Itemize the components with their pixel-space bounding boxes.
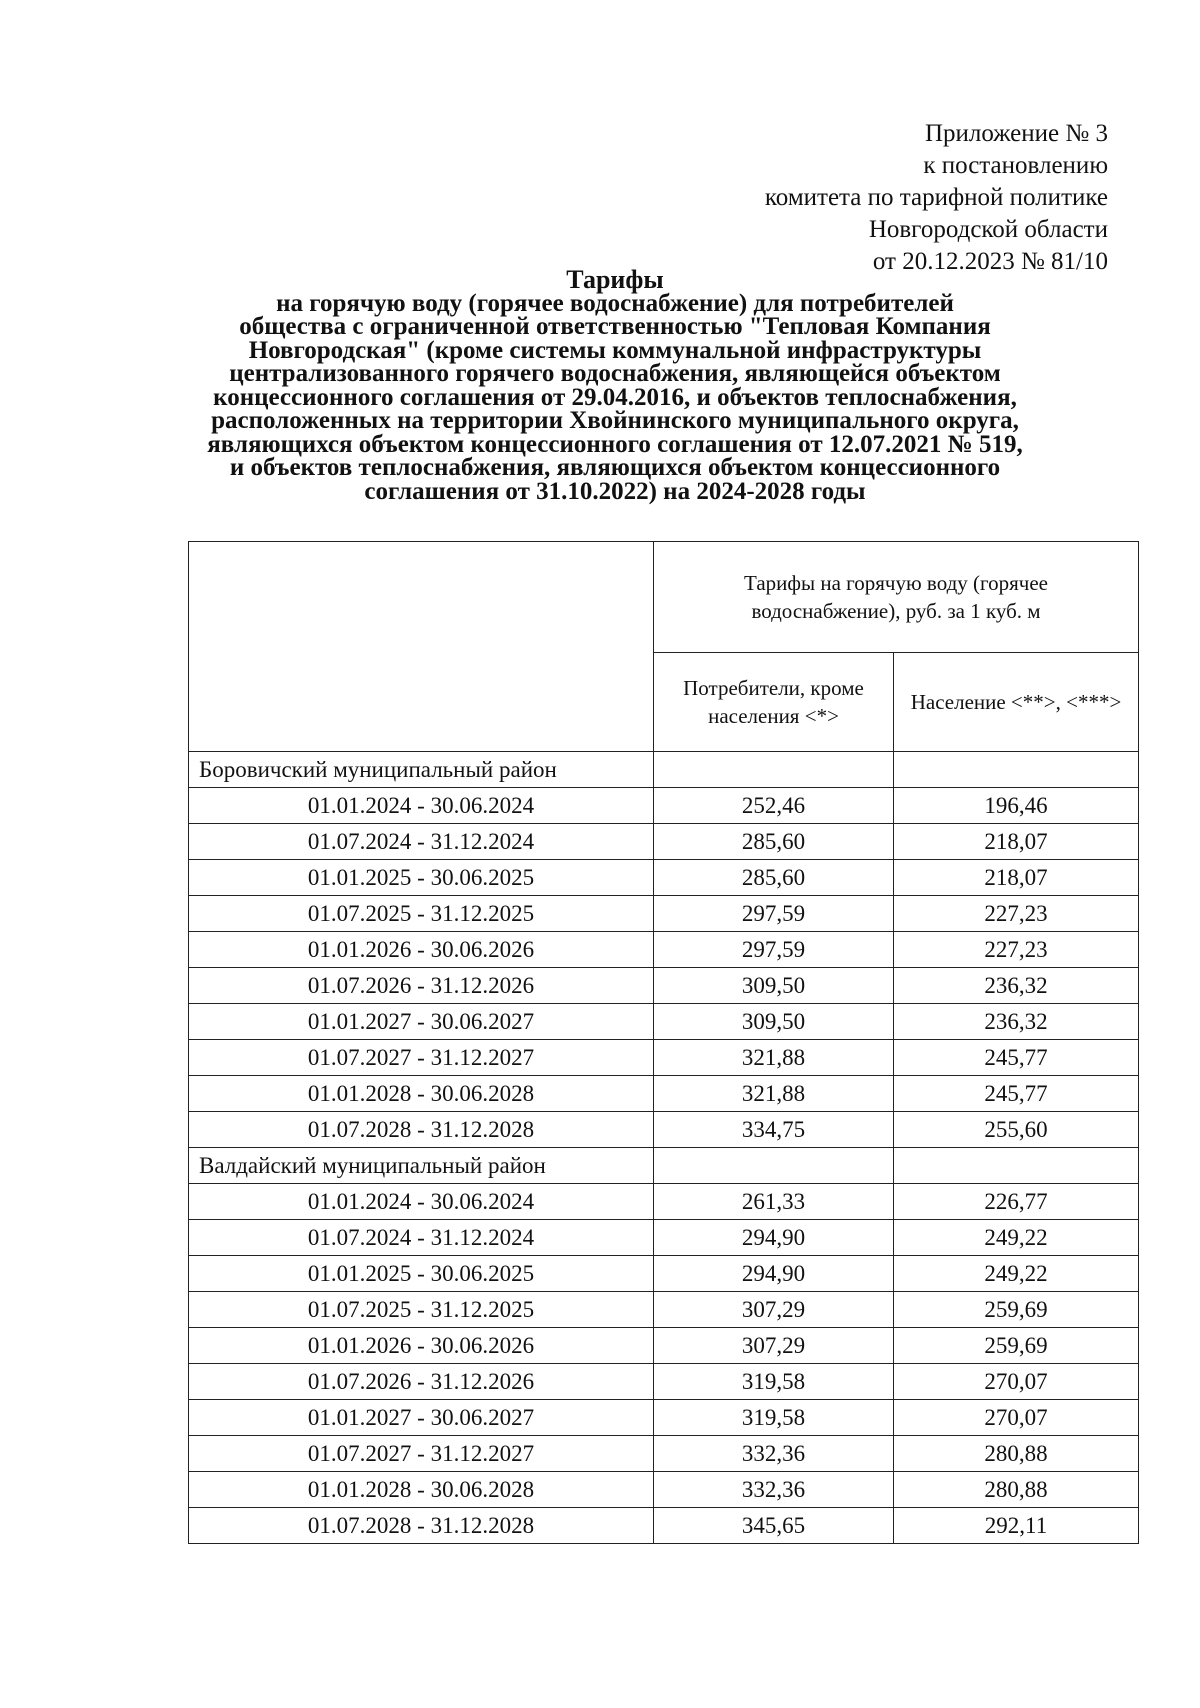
period-cell: 01.07.2026 - 31.12.2026 bbox=[189, 968, 654, 1004]
consumers-tariff-cell: 332,36 bbox=[654, 1472, 894, 1508]
region-name: Валдайский муниципальный район bbox=[189, 1148, 654, 1184]
annex-number: Приложение № 3 bbox=[924, 120, 1108, 147]
consumers-tariff-cell: 309,50 bbox=[654, 968, 894, 1004]
table-row bbox=[189, 1076, 1139, 1112]
table-row bbox=[189, 932, 1139, 968]
region-empty-cell bbox=[654, 752, 894, 788]
region-empty-cell bbox=[654, 1148, 894, 1184]
population-tariff-cell: 249,22 bbox=[894, 1256, 1139, 1292]
annex-region: Новгородской области bbox=[868, 216, 1108, 243]
title-line: Новгородская" (кроме системы коммунальной инфраструктуры bbox=[248, 336, 982, 364]
table-row bbox=[189, 1436, 1139, 1472]
annex-header bbox=[765, 118, 1108, 278]
table-row bbox=[189, 896, 1139, 932]
document-title bbox=[150, 265, 1080, 505]
period-cell: 01.07.2027 - 31.12.2027 bbox=[189, 1436, 654, 1472]
consumers-tariff-cell: 332,36 bbox=[654, 1436, 894, 1472]
consumers-tariff-cell: 261,33 bbox=[654, 1184, 894, 1220]
population-tariff-cell: 270,07 bbox=[894, 1364, 1139, 1400]
header-tariff-group: Тарифы на горячую воду (горячее водоснабжение), руб. за 1 куб. м bbox=[654, 542, 1139, 653]
consumers-tariff-cell: 294,90 bbox=[654, 1256, 894, 1292]
consumers-tariff-cell: 345,65 bbox=[654, 1508, 894, 1544]
population-tariff-cell: 280,88 bbox=[894, 1436, 1139, 1472]
consumers-tariff-cell: 285,60 bbox=[654, 824, 894, 860]
period-cell: 01.07.2024 - 31.12.2024 bbox=[189, 1220, 654, 1256]
consumers-tariff-cell: 334,75 bbox=[654, 1112, 894, 1148]
consumers-tariff-cell: 294,90 bbox=[654, 1220, 894, 1256]
title-line: общества с ограниченной ответственностью "Тепловая Компания bbox=[239, 313, 991, 340]
table-row bbox=[189, 1328, 1139, 1364]
population-tariff-cell: 226,77 bbox=[894, 1184, 1139, 1220]
title-line: являющихся объектом концессионного соглашения от 12.07.2021 № 519, bbox=[207, 430, 1023, 458]
consumers-tariff-cell: 297,59 bbox=[654, 896, 894, 932]
period-cell: 01.07.2028 - 31.12.2028 bbox=[189, 1508, 654, 1544]
period-cell: 01.01.2027 - 30.06.2027 bbox=[189, 1400, 654, 1436]
population-tariff-cell: 218,07 bbox=[894, 824, 1139, 860]
title-line: соглашения от 31.10.2022) на 2024-2028 годы bbox=[364, 477, 866, 505]
header-consumers: Потребители, кроме населения <*> bbox=[654, 653, 894, 752]
period-cell: 01.07.2025 - 31.12.2025 bbox=[189, 896, 654, 932]
consumers-tariff-cell: 252,46 bbox=[654, 788, 894, 824]
header-empty-cell bbox=[189, 542, 654, 752]
table-row bbox=[189, 1220, 1139, 1256]
table-row bbox=[189, 1184, 1139, 1220]
population-tariff-cell: 259,69 bbox=[894, 1328, 1139, 1364]
table-row bbox=[189, 1472, 1139, 1508]
consumers-tariff-cell: 307,29 bbox=[654, 1292, 894, 1328]
period-cell: 01.07.2026 - 31.12.2026 bbox=[189, 1364, 654, 1400]
table-row bbox=[189, 1040, 1139, 1076]
period-cell: 01.07.2028 - 31.12.2028 bbox=[189, 1112, 654, 1148]
consumers-tariff-cell: 309,50 bbox=[654, 1004, 894, 1040]
region-empty-cell bbox=[894, 752, 1139, 788]
consumers-tariff-cell: 307,29 bbox=[654, 1328, 894, 1364]
period-cell: 01.01.2026 - 30.06.2026 bbox=[189, 1328, 654, 1364]
table-row bbox=[189, 824, 1139, 860]
consumers-tariff-cell: 319,58 bbox=[654, 1364, 894, 1400]
table-row bbox=[189, 1364, 1139, 1400]
population-tariff-cell: 236,32 bbox=[894, 1004, 1139, 1040]
population-tariff-cell: 270,07 bbox=[894, 1400, 1139, 1436]
population-tariff-cell: 249,22 bbox=[894, 1220, 1139, 1256]
annex-reference: к постановлению bbox=[923, 152, 1108, 179]
population-tariff-cell: 292,11 bbox=[894, 1508, 1139, 1544]
header-population: Население <**>, <***> bbox=[894, 653, 1139, 752]
consumers-tariff-cell: 319,58 bbox=[654, 1400, 894, 1436]
population-tariff-cell: 259,69 bbox=[894, 1292, 1139, 1328]
table-row bbox=[189, 968, 1139, 1004]
period-cell: 01.01.2026 - 30.06.2026 bbox=[189, 932, 654, 968]
table-row bbox=[189, 1112, 1139, 1148]
region-row bbox=[189, 1148, 1139, 1184]
region-name: Боровичский муниципальный район bbox=[189, 752, 654, 788]
period-cell: 01.01.2028 - 30.06.2028 bbox=[189, 1472, 654, 1508]
population-tariff-cell: 196,46 bbox=[894, 788, 1139, 824]
title-line: на горячую воду (горячее водоснабжение) для потребителей bbox=[276, 289, 954, 317]
period-cell: 01.01.2024 - 30.06.2024 bbox=[189, 788, 654, 824]
period-cell: 01.01.2025 - 30.06.2025 bbox=[189, 860, 654, 896]
table-row bbox=[189, 1292, 1139, 1328]
annex-committee: комитета по тарифной политике bbox=[764, 184, 1108, 211]
region-row bbox=[189, 752, 1139, 788]
period-cell: 01.01.2025 - 30.06.2025 bbox=[189, 1256, 654, 1292]
population-tariff-cell: 255,60 bbox=[894, 1112, 1139, 1148]
consumers-tariff-cell: 297,59 bbox=[654, 932, 894, 968]
period-cell: 01.01.2028 - 30.06.2028 bbox=[189, 1076, 654, 1112]
table-row bbox=[189, 1400, 1139, 1436]
title-line: и объектов теплоснабжения, являющихся объектом концессионного bbox=[229, 454, 1001, 481]
table-row bbox=[189, 1004, 1139, 1040]
table-row bbox=[189, 788, 1139, 824]
table-row bbox=[189, 860, 1139, 896]
population-tariff-cell: 245,77 bbox=[894, 1040, 1139, 1076]
population-tariff-cell: 227,23 bbox=[894, 932, 1139, 968]
title-main: Тарифы bbox=[566, 265, 664, 294]
population-tariff-cell: 227,23 bbox=[894, 896, 1139, 932]
title-line: централизованного горячего водоснабжения, являющейся объектом bbox=[229, 360, 1001, 387]
population-tariff-cell: 218,07 bbox=[894, 860, 1139, 896]
title-line: концессионного соглашения от 29.04.2016, и объектов теплоснабжения, bbox=[213, 383, 1017, 411]
annex-date: от 20.12.2023 № 81/10 bbox=[872, 248, 1108, 275]
table-row bbox=[189, 1256, 1139, 1292]
consumers-tariff-cell: 321,88 bbox=[654, 1076, 894, 1112]
consumers-tariff-cell: 285,60 bbox=[654, 860, 894, 896]
population-tariff-cell: 236,32 bbox=[894, 968, 1139, 1004]
population-tariff-cell: 245,77 bbox=[894, 1076, 1139, 1112]
period-cell: 01.07.2025 - 31.12.2025 bbox=[189, 1292, 654, 1328]
title-line: расположенных на территории Хвойнинского муниципального округа, bbox=[211, 407, 1019, 434]
table-body bbox=[189, 752, 1139, 1544]
period-cell: 01.01.2027 - 30.06.2027 bbox=[189, 1004, 654, 1040]
population-tariff-cell: 280,88 bbox=[894, 1472, 1139, 1508]
consumers-tariff-cell: 321,88 bbox=[654, 1040, 894, 1076]
period-cell: 01.07.2027 - 31.12.2027 bbox=[189, 1040, 654, 1076]
tariff-table bbox=[188, 541, 1139, 1544]
period-cell: 01.01.2024 - 30.06.2024 bbox=[189, 1184, 654, 1220]
region-empty-cell bbox=[894, 1148, 1139, 1184]
table-row bbox=[189, 1508, 1139, 1544]
period-cell: 01.07.2024 - 31.12.2024 bbox=[189, 824, 654, 860]
